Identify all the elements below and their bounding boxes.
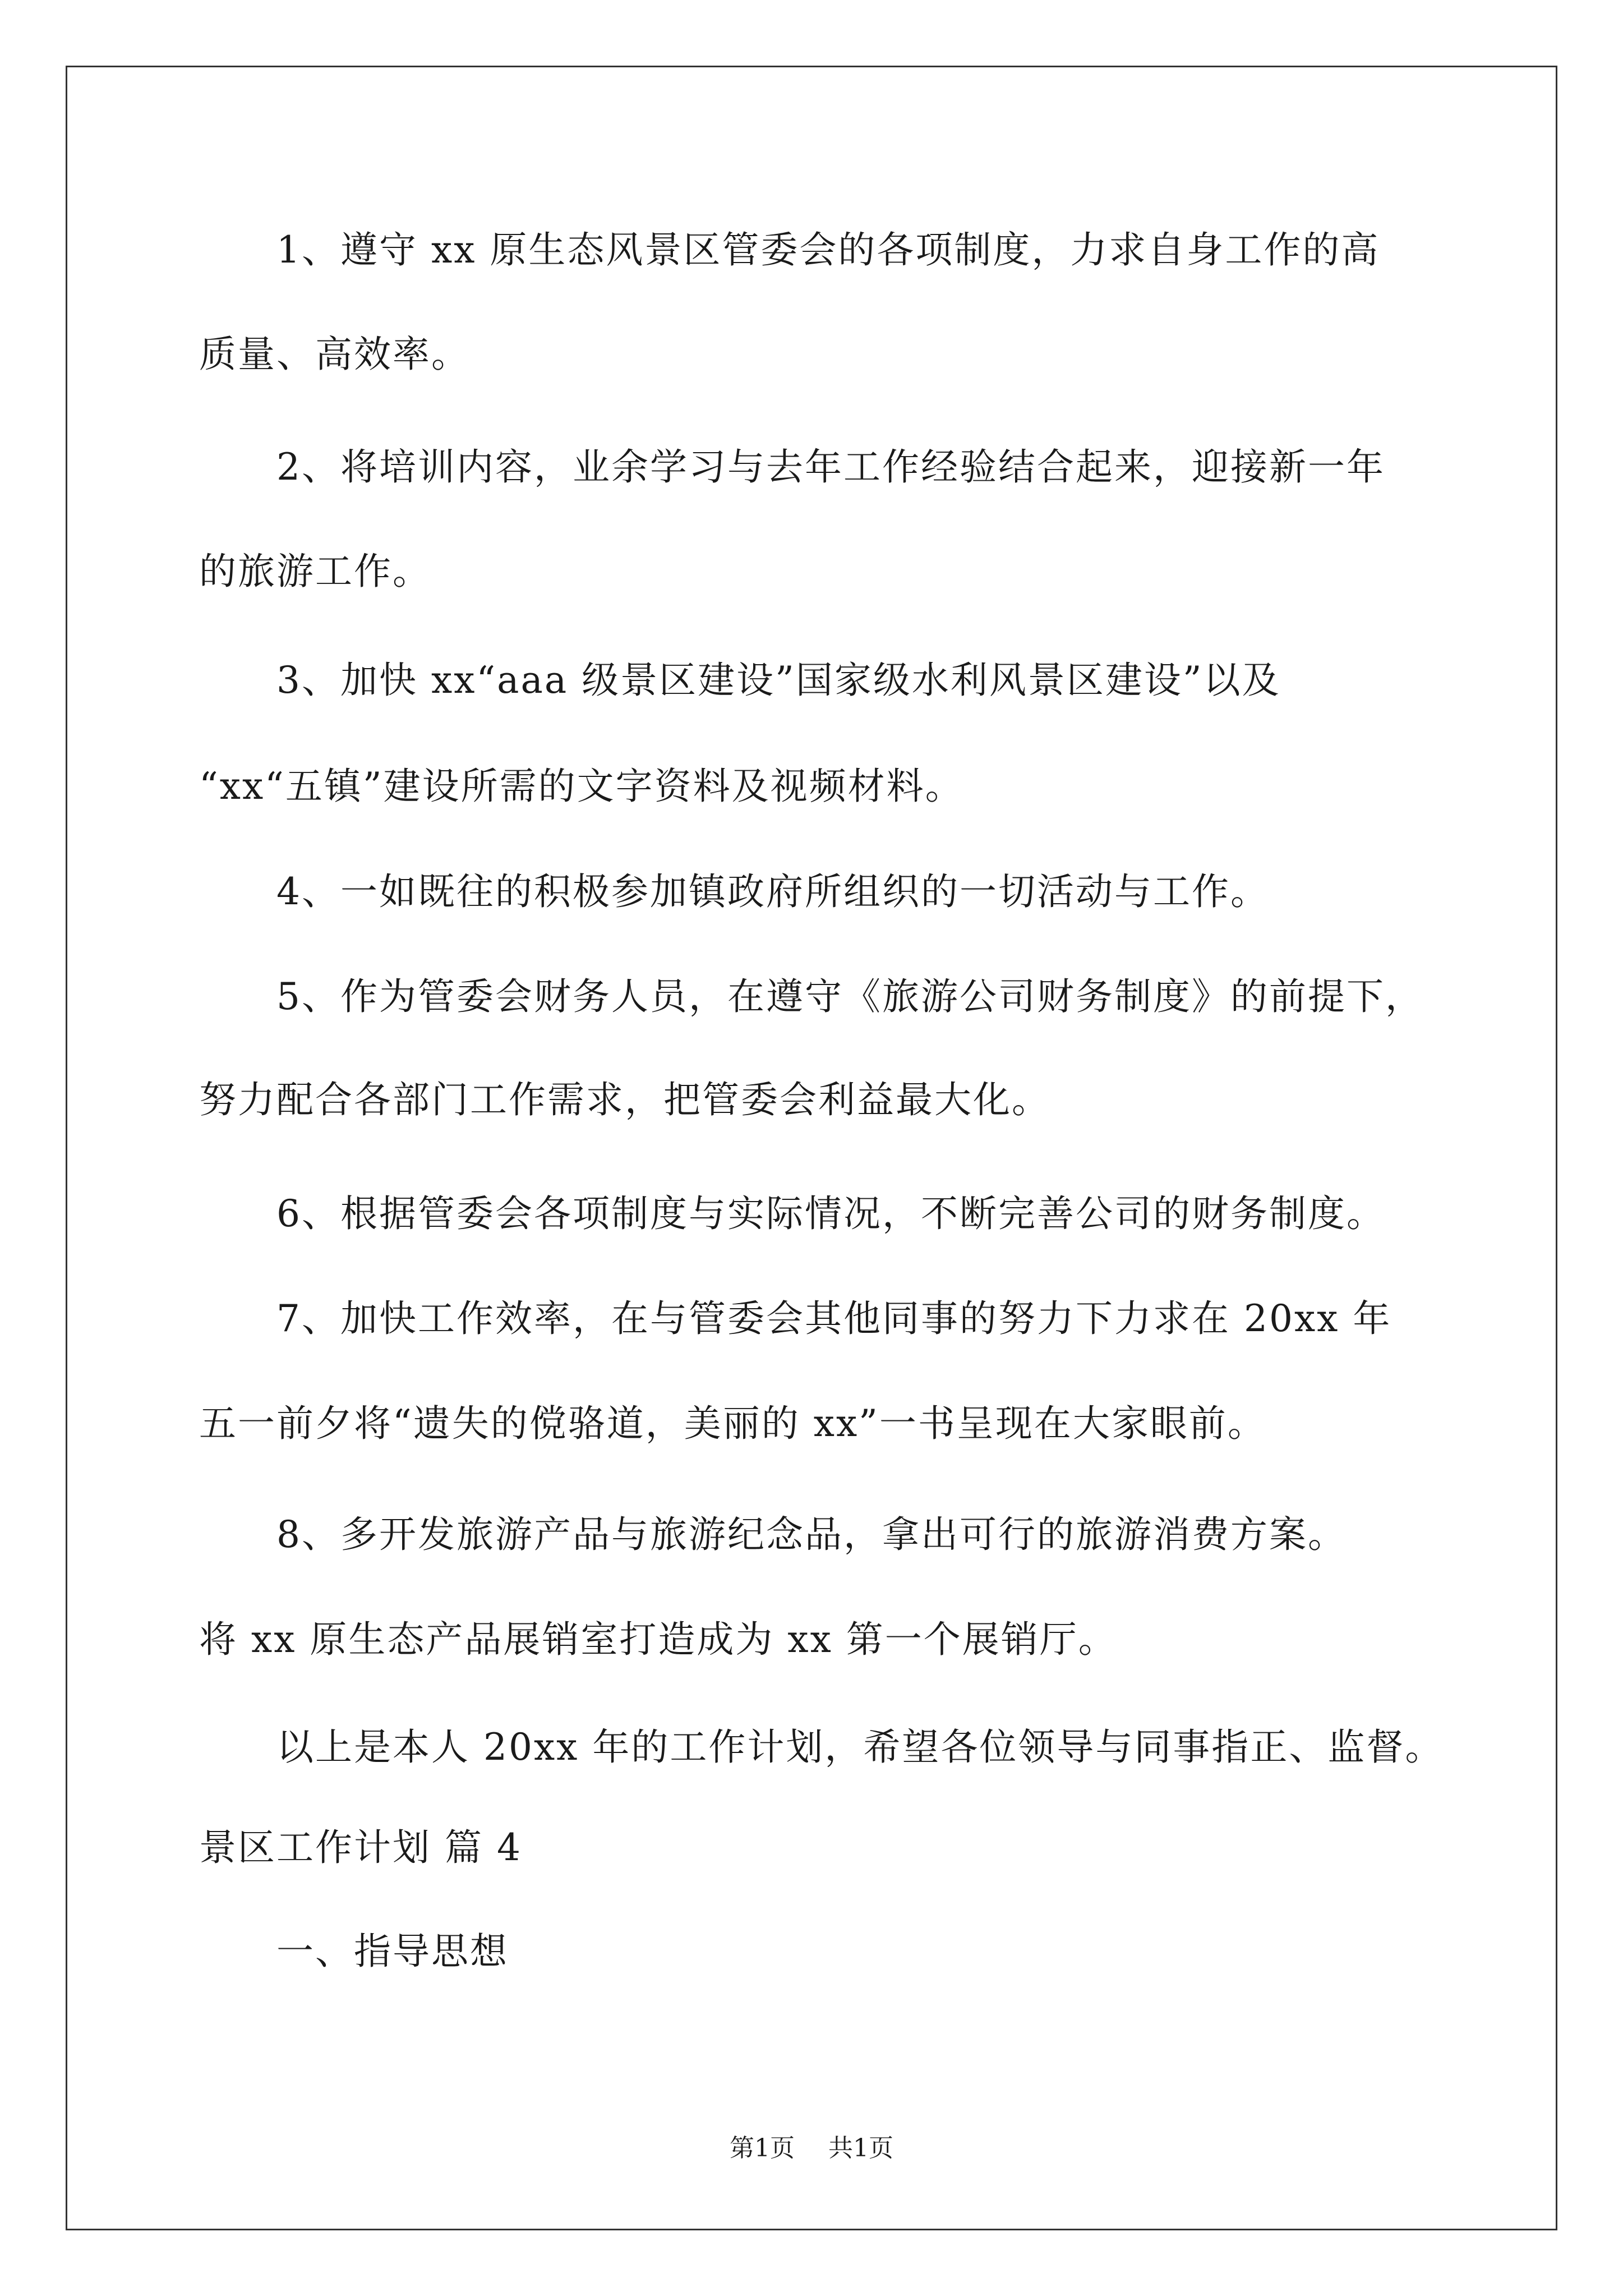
page-number: 第1页 [730, 2134, 795, 2162]
paragraph-3-line-1: 3、加快 xx“aaa 级景区建设”国家级水利风景区建设”以及 [276, 659, 1281, 702]
paragraph-3-line-2: “xx“五镇”建设所需的文字资料及视频材料。 [199, 765, 964, 808]
paragraph-6-line-1: 6、根据管委会各项制度与实际情况，不断完善公司的财务制度。 [276, 1192, 1385, 1235]
paragraph-1-line-1: 1、遵守 xx 原生态风景区管委会的各项制度，力求自身工作的高 [276, 228, 1380, 272]
section-heading: 景区工作计划 篇 4 [199, 1826, 522, 1869]
paragraph-8-line-2: 将 xx 原生态产品展销室打造成为 xx 第一个展销厅。 [199, 1618, 1117, 1661]
subsection-heading: 一、指导思想 [276, 1930, 509, 1973]
paragraph-1-line-2: 质量、高效率。 [199, 333, 470, 376]
paragraph-5-line-2: 努力配合各部门工作需求，把管委会利益最大化。 [199, 1078, 1050, 1121]
paragraph-8-line-1: 8、多开发旅游产品与旅游纪念品，拿出可行的旅游消费方案。 [276, 1513, 1347, 1556]
paragraph-2-line-2: 的旅游工作。 [199, 550, 431, 593]
paragraph-7-line-2: 五一前夕将“遗失的傥骆道，美丽的 xx”一书呈现在大家眼前。 [199, 1402, 1266, 1445]
paragraph-7-line-1: 7、加快工作效率，在与管委会其他同事的努力下力求在 20xx 年 [276, 1297, 1392, 1340]
paragraph-4-line-1: 4、一如既往的积极参加镇政府所组织的一切活动与工作。 [276, 870, 1269, 913]
page-total: 共1页 [828, 2134, 893, 2162]
paragraph-5-line-1: 5、作为管委会财务人员，在遵守《旅游公司财务制度》的前提下， [276, 975, 1424, 1018]
paragraph-2-line-1: 2、将培训内容，业余学习与去年工作经验结合起来，迎接新一年 [276, 445, 1385, 489]
page-border [66, 66, 1557, 2230]
closing-paragraph: 以上是本人 20xx 年的工作计划，希望各位领导与同事指正、监督。 [276, 1726, 1444, 1769]
page-footer [0, 2133, 1623, 2164]
